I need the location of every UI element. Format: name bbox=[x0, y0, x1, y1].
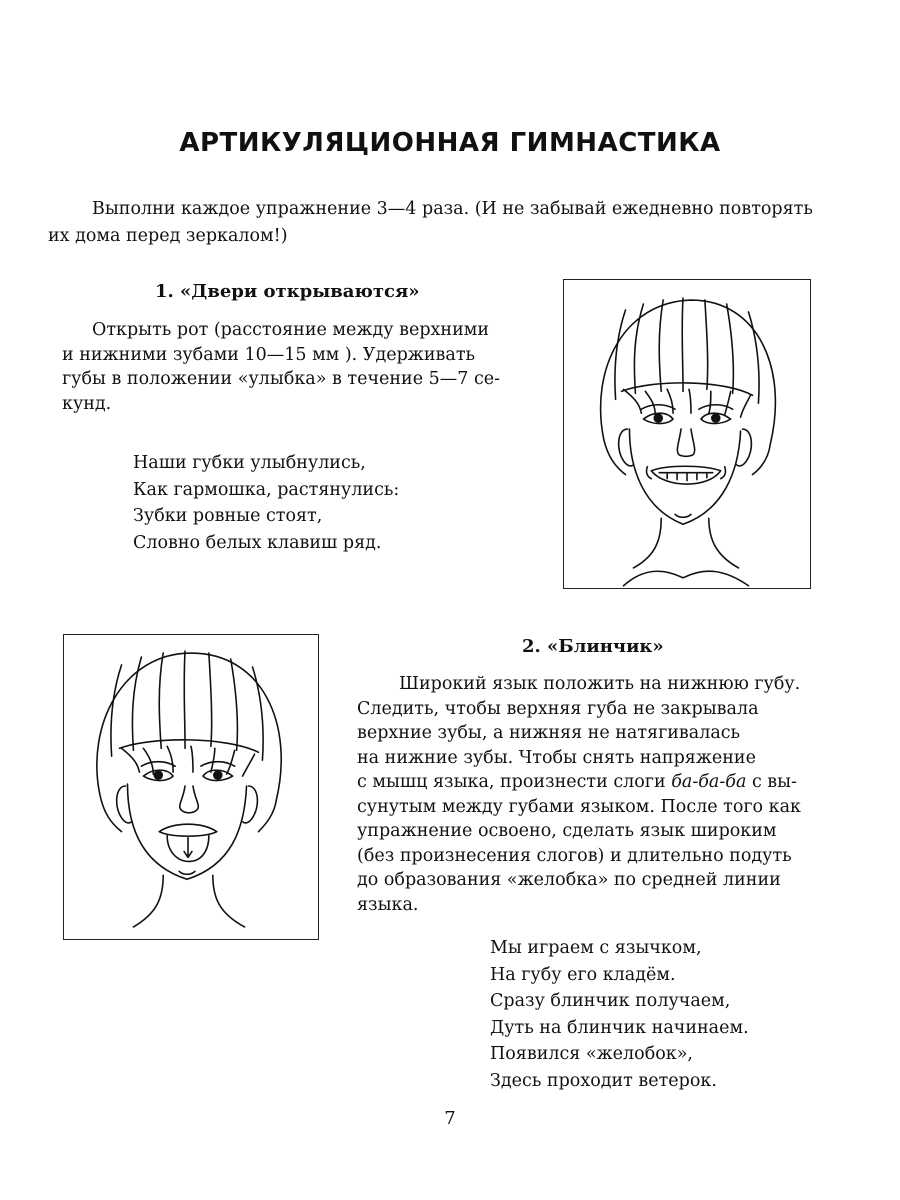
intro-line-2: их дома перед зеркалом!) bbox=[48, 226, 288, 246]
exercise-2-line: до образования «желобка» по средней линии bbox=[357, 870, 781, 890]
poem-line: На губу его кладём. bbox=[490, 964, 676, 985]
exercise-2-line-part: с вы- bbox=[746, 772, 797, 792]
poem-line: Зубки ровные стоят, bbox=[133, 506, 323, 526]
exercise-2-line: (без произнесения слогов) и длительно подуть bbox=[357, 845, 792, 866]
exercise-2-line: упражнение освоено, сделать язык широким bbox=[357, 821, 777, 841]
exercise-2-line: Следить, чтобы верхняя губа не закрывала bbox=[357, 698, 759, 719]
poem-line: Наши губки улыбнулись, bbox=[133, 453, 366, 473]
poem-line: Как гармошка, растянулись: bbox=[133, 479, 400, 500]
syllables-italic: ба-ба-ба bbox=[671, 772, 747, 792]
exercise-2-text bbox=[357, 672, 819, 917]
tongue-face-drawing bbox=[64, 635, 318, 939]
smile-face-drawing bbox=[564, 280, 810, 588]
page-number: 7 bbox=[444, 1108, 456, 1129]
exercise-2-heading: 2. «Блинчик» bbox=[522, 636, 664, 657]
poem-line: Здесь проходит ветерок. bbox=[490, 1070, 717, 1091]
exercise-1-poem bbox=[133, 450, 399, 556]
tongue-face-illustration bbox=[63, 634, 319, 940]
exercise-2-line-part: с мышц языка, произнести слоги bbox=[357, 772, 672, 792]
exercise-2-line: на нижние зубы. Чтобы снять напряжение bbox=[357, 747, 756, 768]
intro-paragraph bbox=[48, 196, 827, 250]
exercise-2-line: сунутым между губами языком. После того как bbox=[357, 796, 801, 817]
exercise-1-text bbox=[62, 318, 516, 416]
exercise-2-line: Широкий язык положить на нижнюю губу. bbox=[399, 674, 801, 694]
poem-line: Дуть на блинчик начинаем. bbox=[490, 1017, 749, 1038]
poem-line: Появился «желобок», bbox=[490, 1044, 693, 1064]
exercise-1-line: губы в положении «улыбка» в течение 5—7 се- bbox=[62, 369, 501, 389]
exercise-1-line: кунд. bbox=[62, 393, 112, 414]
smiling-face-illustration bbox=[563, 279, 811, 589]
intro-line-1: Выполни каждое упражнение 3—4 раза. (И не забывай ежедневно повторять bbox=[92, 199, 813, 219]
exercise-2-line: языка. bbox=[357, 894, 419, 915]
poem-line: Словно белых клавиш ряд. bbox=[133, 532, 382, 553]
exercise-2-line bbox=[357, 770, 819, 795]
poem-line: Сразу блинчик получаем, bbox=[490, 991, 731, 1011]
exercise-1-line: Открыть рот (расстояние между верхними bbox=[92, 320, 490, 340]
page-title: АРТИКУЛЯЦИОННАЯ ГИМНАСТИКА bbox=[179, 128, 721, 158]
poem-line: Мы играем с язычком, bbox=[490, 938, 702, 958]
exercise-2-line: верхние зубы, а нижняя не натягивалась bbox=[357, 723, 741, 743]
exercise-1-heading: 1. «Двери открываются» bbox=[155, 281, 420, 302]
exercise-1-line: и нижними зубами 10—15 мм ). Удерживать bbox=[62, 344, 476, 365]
exercise-2-poem bbox=[490, 935, 749, 1094]
